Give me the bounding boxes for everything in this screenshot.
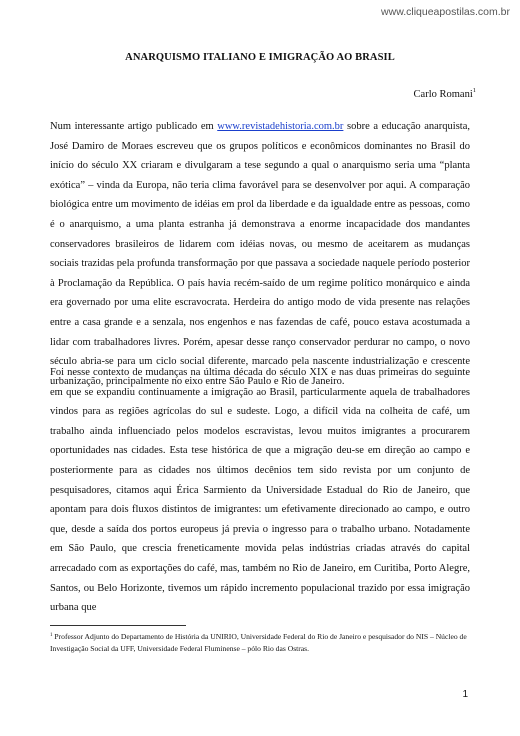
paragraph-1 [50,117,470,391]
footnote-text: Professor Adjunto do Departamento de História da UNIRIO, Universidade Federal do Rio de Janeiro e pesquisador do NIS – Núcleo de Investigação Social da UFF, Universidade Federal Fluminense – pólo Rio das Ostras. [50,632,467,653]
revista-link[interactable]: www.revistadehistoria.com.br [217,121,344,132]
paragraph-1-intro: Num interessante artigo publicado em [50,121,218,132]
author-line [414,87,476,100]
footnote [50,630,475,654]
paragraph-1-body: sobre a educação anarquista, José Damiro de Moraes escreveu que os grupos políticos e econômicos dominantes no Brasil do início do século XX criaram e divulgaram a tese segundo a qual o anarquismo seria uma “planta exótica” – vinda da Europa, não teria clima favorável para se desenvolver por aqui. A comparação biológica entre um movimento de idéias em prol da liberdade e da igualdade entre as pessoas, como é o anarquismo, a uma planta estranha já demonstrava a enorme incapacidade dos mandantes conservadores brasileiros de lidarem com idéias novas, ou mesmo de aceitarem as mudanças sociais trazidas pela profunda transformação por que passava a sociedade naquele período posterior à Proclamação da República. O país havia recém-saído de um regime político monárquico e ainda era governado por uma elite escravocrata. Herdeira do antigo modo de vida presente nas relações entre a casa grande e a senzala, nos engenhos e nas fazendas de café, pouco estava acostumada a lidar com trabalhadores livres. Porém, apesar desse ranço conservador perdurar no campo, o novo século abria-se para um ciclo social diferente, marcado pela nascente industrialização e crescente urbanização, principalmente no eixo entre São Paulo e Rio de Janeiro. [50,121,470,387]
author-footnote-ref[interactable]: 1 [472,87,476,94]
footnote-marker: 1 [50,633,53,638]
footnote-divider [50,625,186,626]
author-name: Carlo Romani [413,89,473,100]
document-title: ANARQUISMO ITALIANO E IMIGRAÇÃO AO BRASIL [125,52,395,63]
site-watermark: www.cliqueapostilas.com.br [381,6,510,18]
paragraph-2: Foi nesse contexto de mudanças na última década do século XIX e nas duas primeiras do seguinte em que se expandiu continuamente a imigração ao Brasil, particularmente aquela de trabalhadores vindos para as regiões agrícolas do sul e sudeste. Logo, a difícil vida na colheita de café, um trabalho ainda influenciado pelos modelos escravistas, levou muitos imigrantes a procurarem oportunidades nas cidades. Esta tese histórica de que a migração deu-se em direção ao campo e posteriormente para as cidades nos últimos decênios tem sido revista por um conjunto de pesquisadores, citamos aqui Érica Sarmiento da Universidade Estadual do Rio de Janeiro, que apontam para dois fluxos distintos de imigrantes: um efetivamente direcionado ao campo, e outro que, desde a saída dos portos europeus já previa o ingresso para o trabalho urbano. Notadamente em São Paulo, que crescia freneticamente movida pelas indústrias criadas através do capital arrecadado com as exportações do café, mas, também no Rio de Janeiro, em Curitiba, Porto Alegre, Santos, ou Belo Horizonte, tivemos um rápido incremento populacional trazido por essa imigração urbana que [50,367,470,614]
page-number: 1 [462,689,468,700]
